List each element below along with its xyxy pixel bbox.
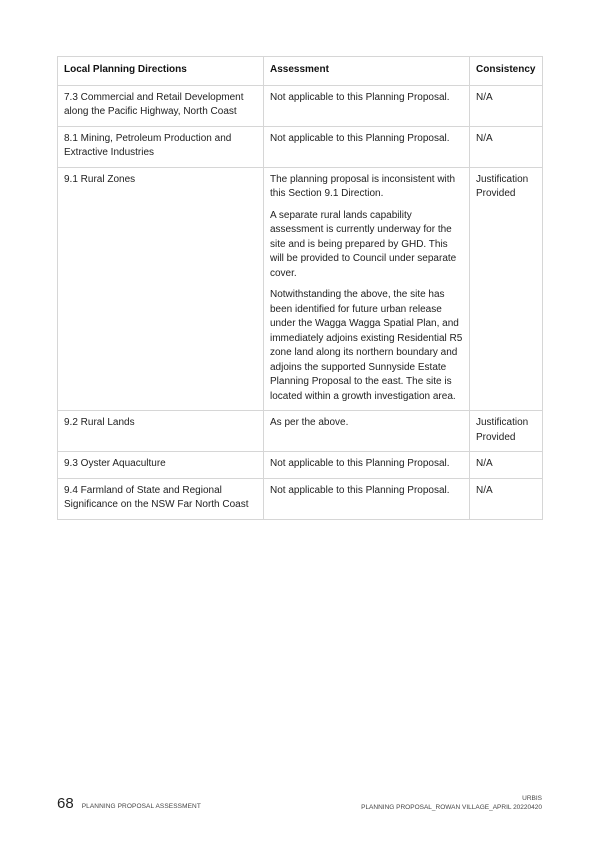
planning-directions-table: [57, 56, 543, 520]
assessment-text: Not applicable to this Planning Proposal.: [270, 132, 450, 144]
assessment-cell: [264, 478, 470, 519]
consistency-cell: N/A: [470, 452, 543, 479]
assessment-text: A separate rural lands capability assessment is currently underway for the site and is being prepared by GHD. This will be provided to Council under separate cover.: [270, 209, 457, 279]
footer-right: [361, 794, 542, 812]
table-row: [58, 85, 543, 126]
direction-cell: 9.1 Rural Zones: [58, 167, 264, 411]
consistency-cell: Justification Provided: [470, 167, 543, 411]
header-consistency: Consistency: [470, 57, 543, 86]
consistency-cell: N/A: [470, 85, 543, 126]
table-row: [58, 411, 543, 452]
assessment-text: As per the above.: [270, 417, 349, 428]
footer-doc-ref: PLANNING PROPOSAL_ROWAN VILLAGE_APRIL 20220420: [361, 804, 542, 811]
footer-doc-title: PLANNING PROPOSAL ASSESSMENT: [81, 803, 201, 810]
assessment-cell: [264, 452, 470, 479]
consistency-cell: N/A: [470, 478, 543, 519]
table-row: [58, 167, 543, 411]
direction-cell: 7.3 Commercial and Retail Development along the Pacific Highway, North Coast: [58, 85, 264, 126]
header-assessment: Assessment: [264, 57, 470, 86]
assessment-text: Not applicable to this Planning Proposal.: [270, 484, 450, 496]
direction-cell: 9.4 Farmland of State and Regional Significance on the NSW Far North Coast: [58, 478, 264, 519]
assessment-text: Notwithstanding the above, the site has been identified for future urban release under the Wagga Wagga Spatial Plan, and immediately adjoins existing Residential R5 zone land along its northern boundary and adjoins the supported Sunnyside Estate Planning Proposal to the east. The site is located within a growth investigation area.: [270, 289, 463, 402]
consistency-cell: N/A: [470, 126, 543, 167]
direction-cell: 9.3 Oyster Aquaculture: [58, 452, 264, 479]
table-row: [58, 478, 543, 519]
footer-company: URBIS: [522, 795, 542, 802]
assessment-cell: [264, 167, 470, 411]
direction-cell: 8.1 Mining, Petroleum Production and Extractive Industries: [58, 126, 264, 167]
footer-left: [57, 795, 201, 812]
assessment-cell: [264, 85, 470, 126]
assessment-text: The planning proposal is inconsistent with this Section 9.1 Direction.: [270, 173, 456, 199]
table-header-row: [58, 57, 543, 86]
assessment-cell: [264, 126, 470, 167]
header-local-planning-directions: Local Planning Directions: [58, 57, 264, 86]
direction-cell: 9.2 Rural Lands: [58, 411, 264, 452]
consistency-cell: Justification Provided: [470, 411, 543, 452]
table-row: [58, 452, 543, 479]
assessment-text: Not applicable to this Planning Proposal.: [270, 91, 450, 103]
table-row: [58, 126, 543, 167]
assessment-cell: [264, 411, 470, 452]
assessment-text: Not applicable to this Planning Proposal.: [270, 458, 450, 469]
page-number: 68: [57, 795, 74, 812]
